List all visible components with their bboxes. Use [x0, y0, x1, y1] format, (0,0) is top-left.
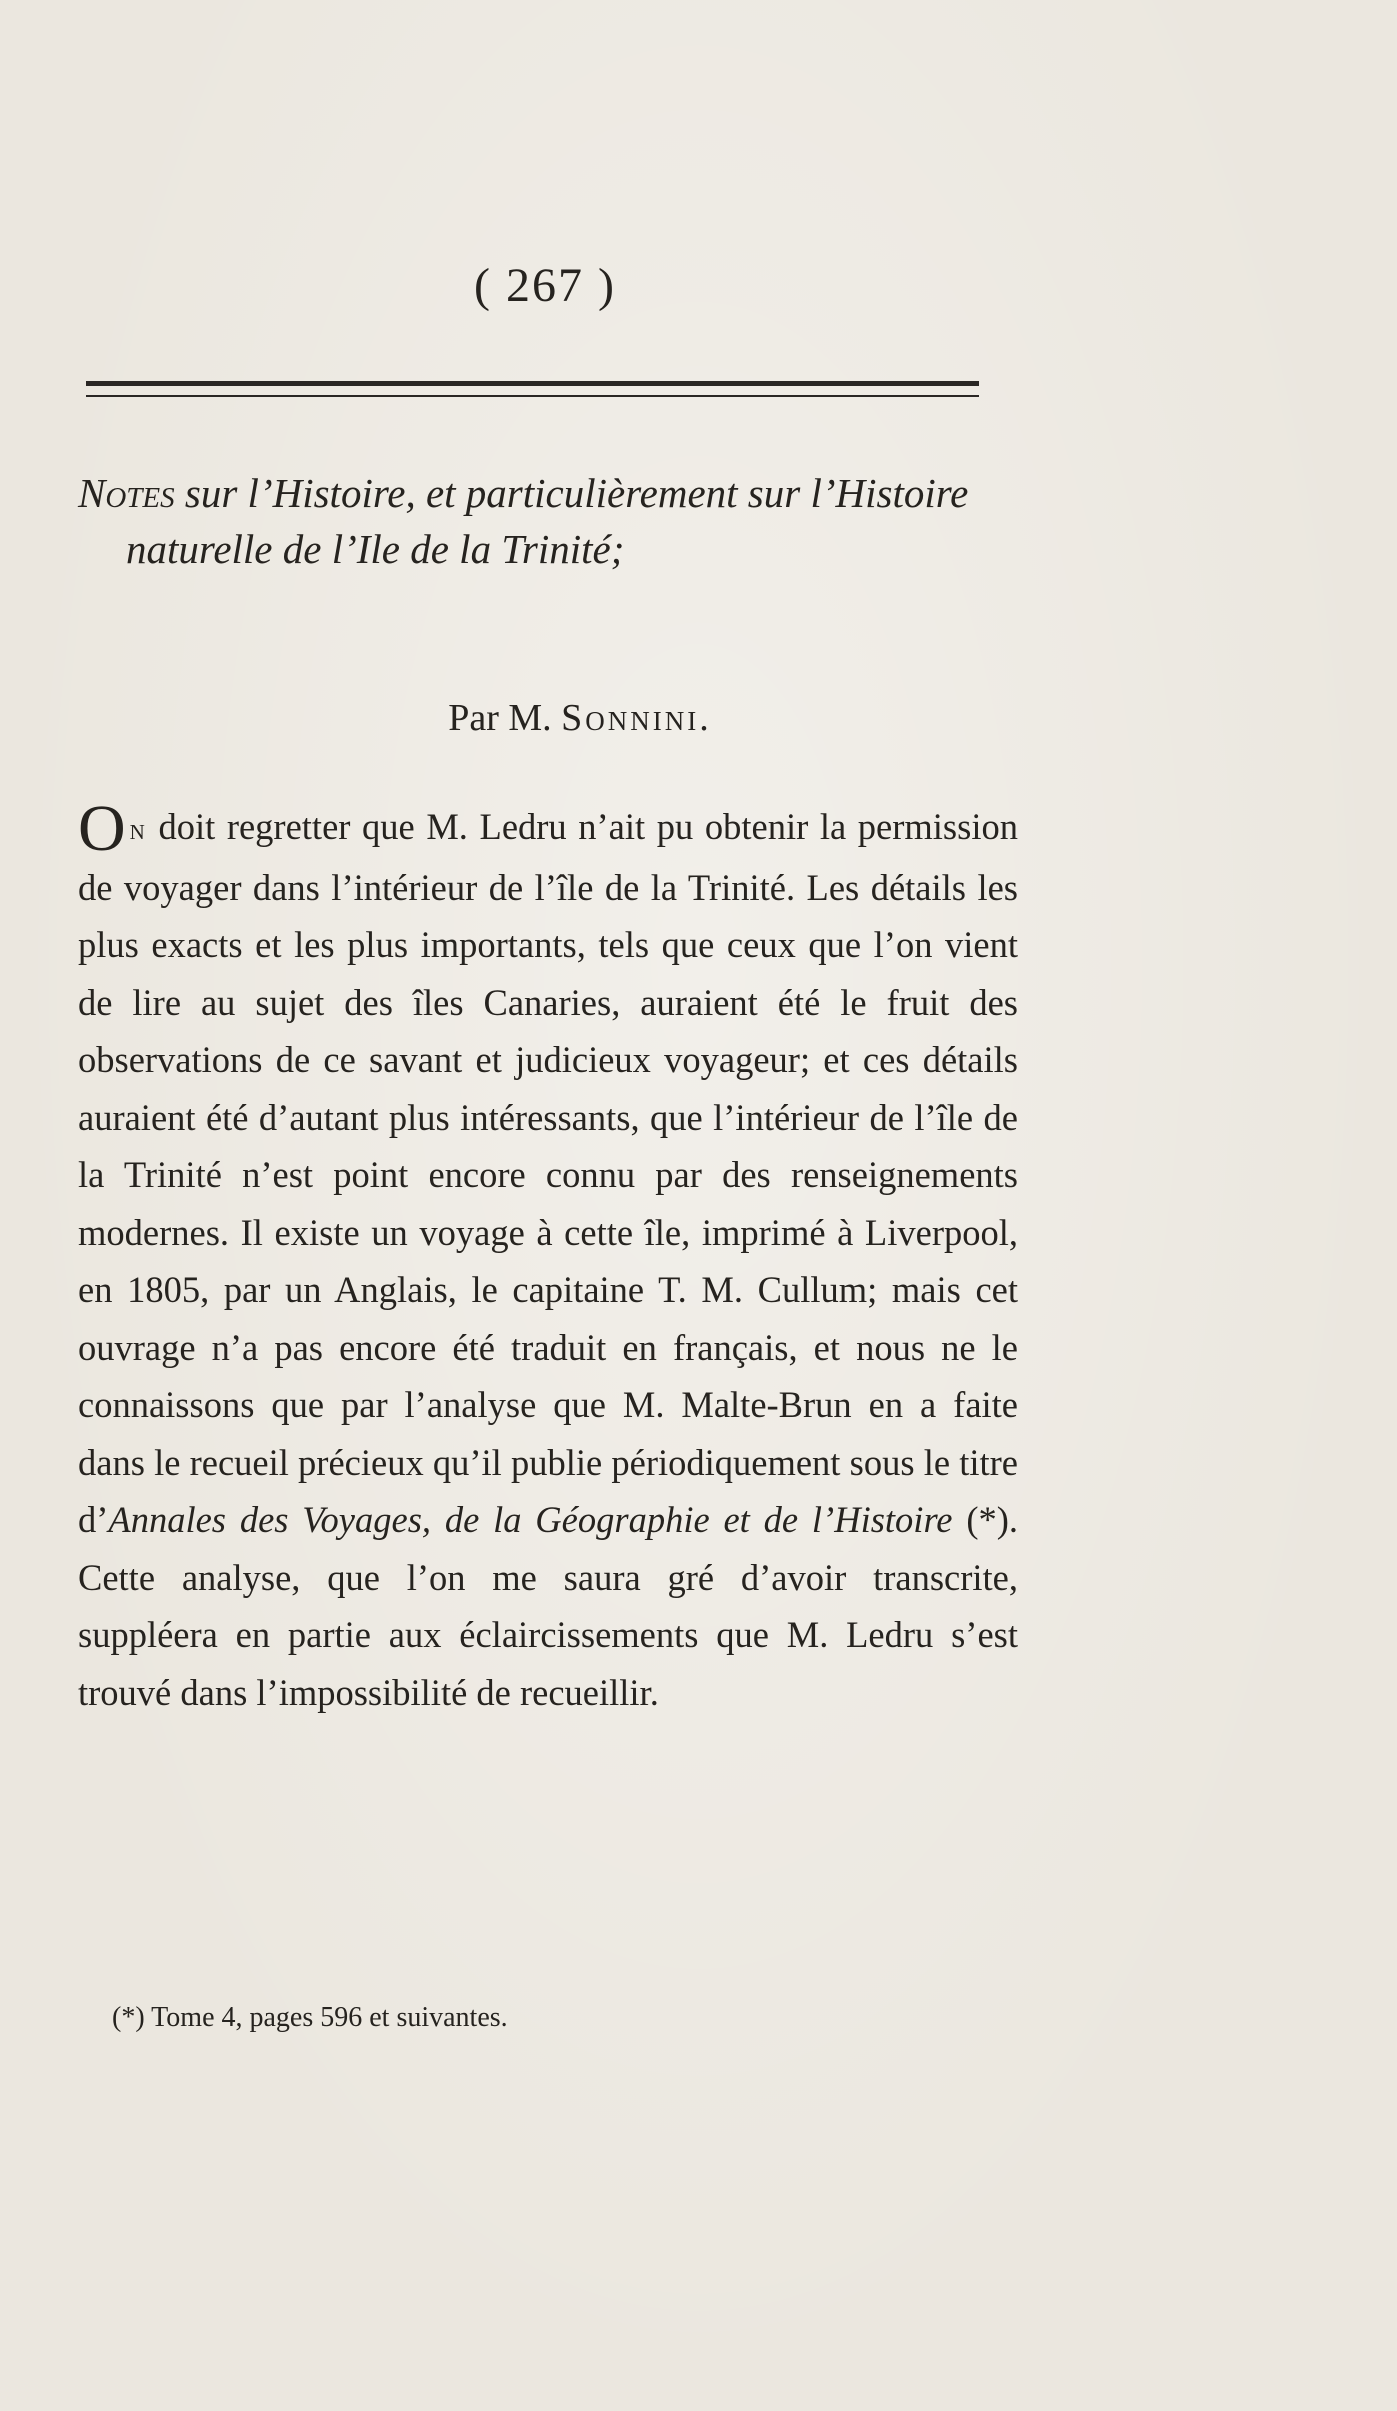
journal-title: Annales des Voyages, de la Géographie et de l’Histoire [108, 1499, 953, 1540]
page-number: ( 267 ) [474, 259, 616, 312]
header-rule-thick [86, 381, 979, 386]
body-text-end: (*). Cette analyse, que l’on me saura gré d’avoir transcrite, suppléera en partie aux éclaircissements que M. Ledru s’est trouvé dans l’impossibilité de recueillir. [78, 1499, 1019, 1713]
article-title [78, 465, 1086, 577]
body-text-start: doit regretter que M. Ledru n’ait pu obtenir la permission de voyager dans l’intérieur de l’île de la Trinité. Les détails les plus exacts et les plus importants, tels que ceux que l’on vient de lire au sujet des îles Canaries, auraient été le fruit des observations de ce savant et judicieux voyageur; et ces détails auraient été d’autant plus intéressants, que l’intérieur de l’île de la Trinité n’est point encore connu par des renseignements modernes. Il existe un voyage à cette île, imprimé à Liverpool, en 1805, par un Anglais, le capitaine T. M. Cullum; mais cet ouvrage n’a pas encore été traduit en français, et nous ne le connaissons que par l’analyse que M. Malte-Brun en a faite dans le recueil précieux qu’il publie périodiquement sous le titre d’ [78, 806, 1018, 1540]
title-rest: sur l’Histoire, et particulièrement sur l’Histoire naturelle de l’Ile de la Trinité; [126, 470, 969, 572]
title-small-caps: Notes [78, 470, 175, 516]
drop-cap: O [78, 792, 126, 865]
header-rule-thin [86, 395, 979, 397]
footnote: (*) Tome 4, pages 596 et suivantes. [112, 2002, 508, 2033]
author-name: Sonnini. [561, 697, 712, 739]
body-paragraph [78, 792, 1019, 1721]
byline-prefix: Par M. [448, 697, 562, 739]
first-word-rest: n [129, 813, 147, 846]
byline [300, 696, 860, 740]
